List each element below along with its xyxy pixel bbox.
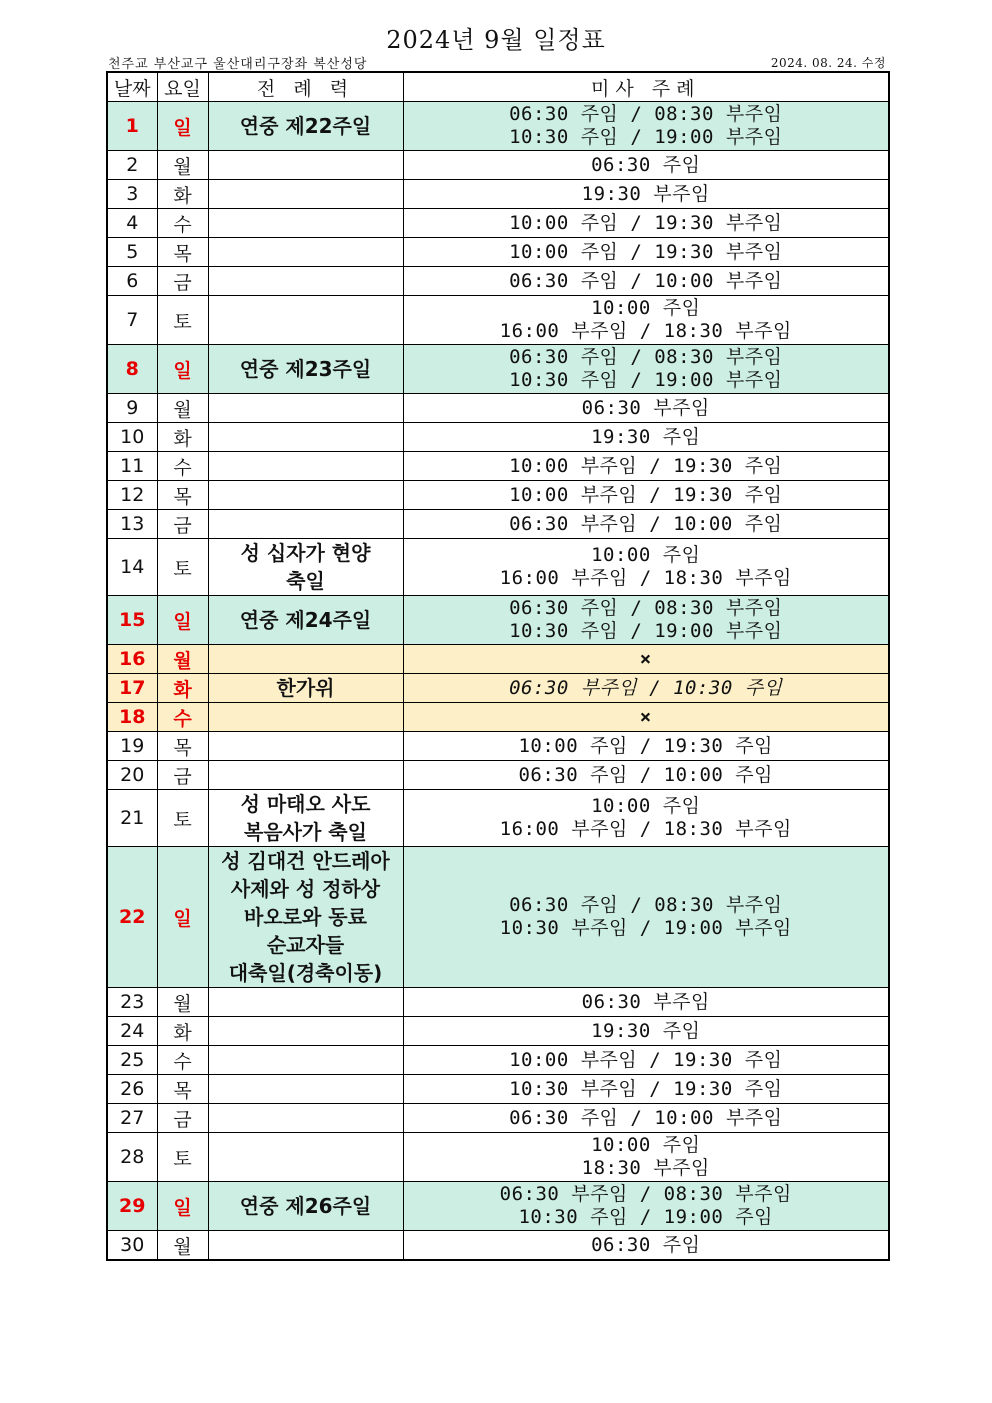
mass-line: 10:00 주임 / 19:30 부주임 bbox=[509, 240, 783, 263]
date-cell: 30 bbox=[107, 1231, 157, 1261]
date-cell: 4 bbox=[107, 209, 157, 238]
weekday-cell: 일 bbox=[157, 847, 208, 988]
mass-cell bbox=[403, 847, 889, 988]
weekday-cell: 목 bbox=[157, 238, 208, 267]
mass-cell bbox=[403, 1104, 889, 1133]
feast-cell: 성 김대건 안드레아 사제와 성 정하상 바오로와 동료 순교자들 대축일(경축이동) bbox=[208, 847, 403, 988]
header-mass: 미사 주례 bbox=[403, 72, 889, 102]
table-row bbox=[107, 1075, 889, 1104]
feast-cell: 성 마태오 사도 복음사가 축일 bbox=[208, 790, 403, 847]
feast-cell bbox=[208, 238, 403, 267]
mass-line: 06:30 주임 bbox=[591, 153, 701, 176]
mass-line: 18:30 부주임 bbox=[581, 1157, 710, 1179]
table-row bbox=[107, 596, 889, 645]
mass-line: 10:30 부주임 / 19:00 부주임 bbox=[499, 917, 792, 939]
mass-cell bbox=[403, 481, 889, 510]
page-title: 2024년 9월 일정표 bbox=[386, 26, 606, 54]
mass-line: 10:30 주임 / 19:00 부주임 bbox=[509, 369, 783, 391]
mass-line: 16:00 부주임 / 18:30 부주임 bbox=[499, 320, 792, 342]
date-cell: 12 bbox=[107, 481, 157, 510]
table-row bbox=[107, 761, 889, 790]
date-cell: 22 bbox=[107, 847, 157, 988]
header-feast: 전 례 력 bbox=[208, 72, 403, 102]
table-row bbox=[107, 539, 889, 596]
table-row bbox=[107, 732, 889, 761]
weekday-cell: 토 bbox=[157, 296, 208, 345]
feast-cell bbox=[208, 645, 403, 674]
table-row bbox=[107, 645, 889, 674]
feast-cell bbox=[208, 1075, 403, 1104]
weekday-cell: 수 bbox=[157, 209, 208, 238]
date-cell: 3 bbox=[107, 180, 157, 209]
schedule-table bbox=[106, 71, 890, 1261]
feast-cell bbox=[208, 1017, 403, 1046]
weekday-cell: 월 bbox=[157, 988, 208, 1017]
weekday-cell: 화 bbox=[157, 1017, 208, 1046]
mass-line: 10:30 부주임 / 19:30 주임 bbox=[509, 1077, 783, 1100]
table-row bbox=[107, 847, 889, 988]
mass-line: 10:30 주임 / 19:00 부주임 bbox=[509, 620, 783, 642]
date-cell: 8 bbox=[107, 345, 157, 394]
weekday-cell: 화 bbox=[157, 674, 208, 703]
weekday-cell: 금 bbox=[157, 510, 208, 539]
mass-line: 06:30 부주임 / 10:00 주임 bbox=[509, 512, 783, 535]
table-row bbox=[107, 790, 889, 847]
mass-line: 06:30 부주임 / 08:30 부주임 bbox=[499, 1183, 792, 1205]
weekday-cell: 목 bbox=[157, 732, 208, 761]
table-row bbox=[107, 1231, 889, 1261]
date-cell: 5 bbox=[107, 238, 157, 267]
weekday-cell: 일 bbox=[157, 596, 208, 645]
mass-line: 06:30 주임 / 08:30 부주임 bbox=[509, 103, 783, 125]
mass-line: 06:30 부주임 bbox=[581, 396, 710, 419]
feast-cell: 연중 제23주일 bbox=[208, 345, 403, 394]
date-cell: 21 bbox=[107, 790, 157, 847]
mass-cell bbox=[403, 102, 889, 151]
header-weekday: 요일 bbox=[157, 72, 208, 102]
feast-cell bbox=[208, 151, 403, 180]
mass-line: 06:30 주임 bbox=[591, 1233, 701, 1256]
mass-line: 06:30 부주임 bbox=[581, 990, 710, 1013]
table-header-row bbox=[107, 72, 889, 102]
weekday-cell: 금 bbox=[157, 761, 208, 790]
weekday-cell: 월 bbox=[157, 1231, 208, 1261]
table-row bbox=[107, 345, 889, 394]
feast-cell: 연중 제26주일 bbox=[208, 1182, 403, 1231]
date-cell: 16 bbox=[107, 645, 157, 674]
weekday-cell: 일 bbox=[157, 345, 208, 394]
mass-cell bbox=[403, 1231, 889, 1261]
date-cell: 2 bbox=[107, 151, 157, 180]
mass-cell bbox=[403, 539, 889, 596]
mass-cell bbox=[403, 345, 889, 394]
date-cell: 18 bbox=[107, 703, 157, 732]
mass-line: 10:30 주임 / 19:00 주임 bbox=[518, 1206, 773, 1228]
mass-cell bbox=[403, 703, 889, 732]
feast-cell: 성 십자가 현양 축일 bbox=[208, 539, 403, 596]
mass-line: 06:30 주임 / 10:00 부주임 bbox=[509, 269, 783, 292]
mass-cell bbox=[403, 988, 889, 1017]
table-row bbox=[107, 1182, 889, 1231]
mass-line: 19:30 주임 bbox=[591, 425, 701, 448]
feast-cell bbox=[208, 296, 403, 345]
mass-cell bbox=[403, 1046, 889, 1075]
schedule-body bbox=[107, 102, 889, 1261]
date-cell: 10 bbox=[107, 423, 157, 452]
table-row bbox=[107, 1104, 889, 1133]
mass-cell bbox=[403, 423, 889, 452]
mass-cell bbox=[403, 1133, 889, 1182]
table-row bbox=[107, 1046, 889, 1075]
mass-cell bbox=[403, 452, 889, 481]
mass-line: 10:00 주임 / 19:30 주임 bbox=[518, 734, 773, 757]
mass-cell bbox=[403, 296, 889, 345]
weekday-cell: 월 bbox=[157, 151, 208, 180]
mass-cell bbox=[403, 1075, 889, 1104]
weekday-cell: 화 bbox=[157, 423, 208, 452]
mass-cell bbox=[403, 394, 889, 423]
mass-cell bbox=[403, 510, 889, 539]
date-cell: 29 bbox=[107, 1182, 157, 1231]
mass-cell bbox=[403, 1017, 889, 1046]
weekday-cell: 월 bbox=[157, 394, 208, 423]
feast-cell bbox=[208, 481, 403, 510]
no-mass-mark: × bbox=[639, 705, 652, 728]
feast-cell bbox=[208, 732, 403, 761]
feast-cell bbox=[208, 510, 403, 539]
date-cell: 1 bbox=[107, 102, 157, 151]
mass-cell bbox=[403, 267, 889, 296]
date-cell: 24 bbox=[107, 1017, 157, 1046]
weekday-cell: 수 bbox=[157, 703, 208, 732]
mass-cell bbox=[403, 238, 889, 267]
mass-line: 16:00 부주임 / 18:30 부주임 bbox=[499, 567, 792, 589]
header-date: 날짜 bbox=[107, 72, 157, 102]
feast-cell bbox=[208, 703, 403, 732]
date-cell: 13 bbox=[107, 510, 157, 539]
table-row bbox=[107, 674, 889, 703]
weekday-cell: 금 bbox=[157, 267, 208, 296]
table-row bbox=[107, 423, 889, 452]
date-cell: 11 bbox=[107, 452, 157, 481]
mass-cell bbox=[403, 1182, 889, 1231]
table-row bbox=[107, 151, 889, 180]
feast-cell bbox=[208, 1133, 403, 1182]
parish-name: 천주교 부산교구 울산대리구장좌 복산성당 bbox=[108, 57, 368, 72]
date-cell: 27 bbox=[107, 1104, 157, 1133]
table-row bbox=[107, 394, 889, 423]
mass-cell bbox=[403, 761, 889, 790]
mass-line: 10:00 주임 bbox=[591, 544, 701, 566]
feast-cell bbox=[208, 988, 403, 1017]
mass-cell bbox=[403, 645, 889, 674]
mass-line: 19:30 주임 bbox=[591, 1019, 701, 1042]
date-cell: 17 bbox=[107, 674, 157, 703]
feast-cell bbox=[208, 267, 403, 296]
weekday-cell: 일 bbox=[157, 102, 208, 151]
mass-line: 10:00 주임 bbox=[591, 297, 701, 319]
feast-cell: 연중 제22주일 bbox=[208, 102, 403, 151]
mass-line: 10:00 주임 bbox=[591, 795, 701, 817]
date-cell: 25 bbox=[107, 1046, 157, 1075]
feast-cell bbox=[208, 423, 403, 452]
mass-line: 10:00 주임 / 19:30 부주임 bbox=[509, 211, 783, 234]
date-cell: 14 bbox=[107, 539, 157, 596]
table-row bbox=[107, 180, 889, 209]
mass-cell bbox=[403, 790, 889, 847]
table-row bbox=[107, 988, 889, 1017]
revision-date: 2024. 08. 24. 수정 bbox=[770, 56, 886, 70]
weekday-cell: 토 bbox=[157, 1133, 208, 1182]
date-cell: 6 bbox=[107, 267, 157, 296]
date-cell: 28 bbox=[107, 1133, 157, 1182]
table-row bbox=[107, 1133, 889, 1182]
feast-cell bbox=[208, 1104, 403, 1133]
table-row bbox=[107, 703, 889, 732]
weekday-cell: 일 bbox=[157, 1182, 208, 1231]
date-cell: 7 bbox=[107, 296, 157, 345]
date-cell: 15 bbox=[107, 596, 157, 645]
no-mass-mark: × bbox=[639, 647, 652, 670]
table-row bbox=[107, 296, 889, 345]
date-cell: 26 bbox=[107, 1075, 157, 1104]
weekday-cell: 목 bbox=[157, 1075, 208, 1104]
date-cell: 19 bbox=[107, 732, 157, 761]
weekday-cell: 수 bbox=[157, 1046, 208, 1075]
mass-cell bbox=[403, 209, 889, 238]
table-row bbox=[107, 481, 889, 510]
feast-cell bbox=[208, 1231, 403, 1261]
mass-line: 16:00 부주임 / 18:30 부주임 bbox=[499, 818, 792, 840]
mass-line: 06:30 주임 / 10:00 부주임 bbox=[509, 1106, 783, 1129]
mass-line: 06:30 주임 / 08:30 부주임 bbox=[509, 894, 783, 916]
mass-cell bbox=[403, 732, 889, 761]
mass-cell bbox=[403, 674, 889, 703]
weekday-cell: 수 bbox=[157, 452, 208, 481]
date-cell: 20 bbox=[107, 761, 157, 790]
mass-line: 10:00 부주임 / 19:30 주임 bbox=[509, 483, 783, 506]
weekday-cell: 금 bbox=[157, 1104, 208, 1133]
table-row bbox=[107, 102, 889, 151]
table-row bbox=[107, 209, 889, 238]
feast-cell bbox=[208, 761, 403, 790]
table-row bbox=[107, 238, 889, 267]
table-row bbox=[107, 1017, 889, 1046]
date-cell: 23 bbox=[107, 988, 157, 1017]
mass-cell bbox=[403, 151, 889, 180]
feast-cell: 연중 제24주일 bbox=[208, 596, 403, 645]
mass-line: 06:30 주임 / 10:00 주임 bbox=[518, 763, 773, 786]
weekday-cell: 화 bbox=[157, 180, 208, 209]
mass-line: 10:00 주임 bbox=[591, 1134, 701, 1156]
weekday-cell: 토 bbox=[157, 539, 208, 596]
mass-line: 10:00 부주임 / 19:30 주임 bbox=[509, 1048, 783, 1071]
mass-line: 06:30 주임 / 08:30 부주임 bbox=[509, 346, 783, 368]
date-cell: 9 bbox=[107, 394, 157, 423]
weekday-cell: 목 bbox=[157, 481, 208, 510]
mass-line: 10:00 부주임 / 19:30 주임 bbox=[509, 454, 783, 477]
mass-line: 06:30 주임 / 08:30 부주임 bbox=[509, 597, 783, 619]
feast-cell bbox=[208, 180, 403, 209]
mass-line: 06:30 부주임 / 10:30 주임 bbox=[509, 676, 783, 699]
mass-line: 10:30 주임 / 19:00 부주임 bbox=[509, 126, 783, 148]
mass-cell bbox=[403, 180, 889, 209]
weekday-cell: 월 bbox=[157, 645, 208, 674]
feast-cell bbox=[208, 452, 403, 481]
weekday-cell: 토 bbox=[157, 790, 208, 847]
mass-cell bbox=[403, 596, 889, 645]
feast-cell bbox=[208, 1046, 403, 1075]
mass-line: 19:30 부주임 bbox=[581, 182, 710, 205]
table-row bbox=[107, 452, 889, 481]
feast-cell bbox=[208, 209, 403, 238]
feast-cell bbox=[208, 394, 403, 423]
table-row bbox=[107, 510, 889, 539]
table-row bbox=[107, 267, 889, 296]
feast-cell: 한가위 bbox=[208, 674, 403, 703]
